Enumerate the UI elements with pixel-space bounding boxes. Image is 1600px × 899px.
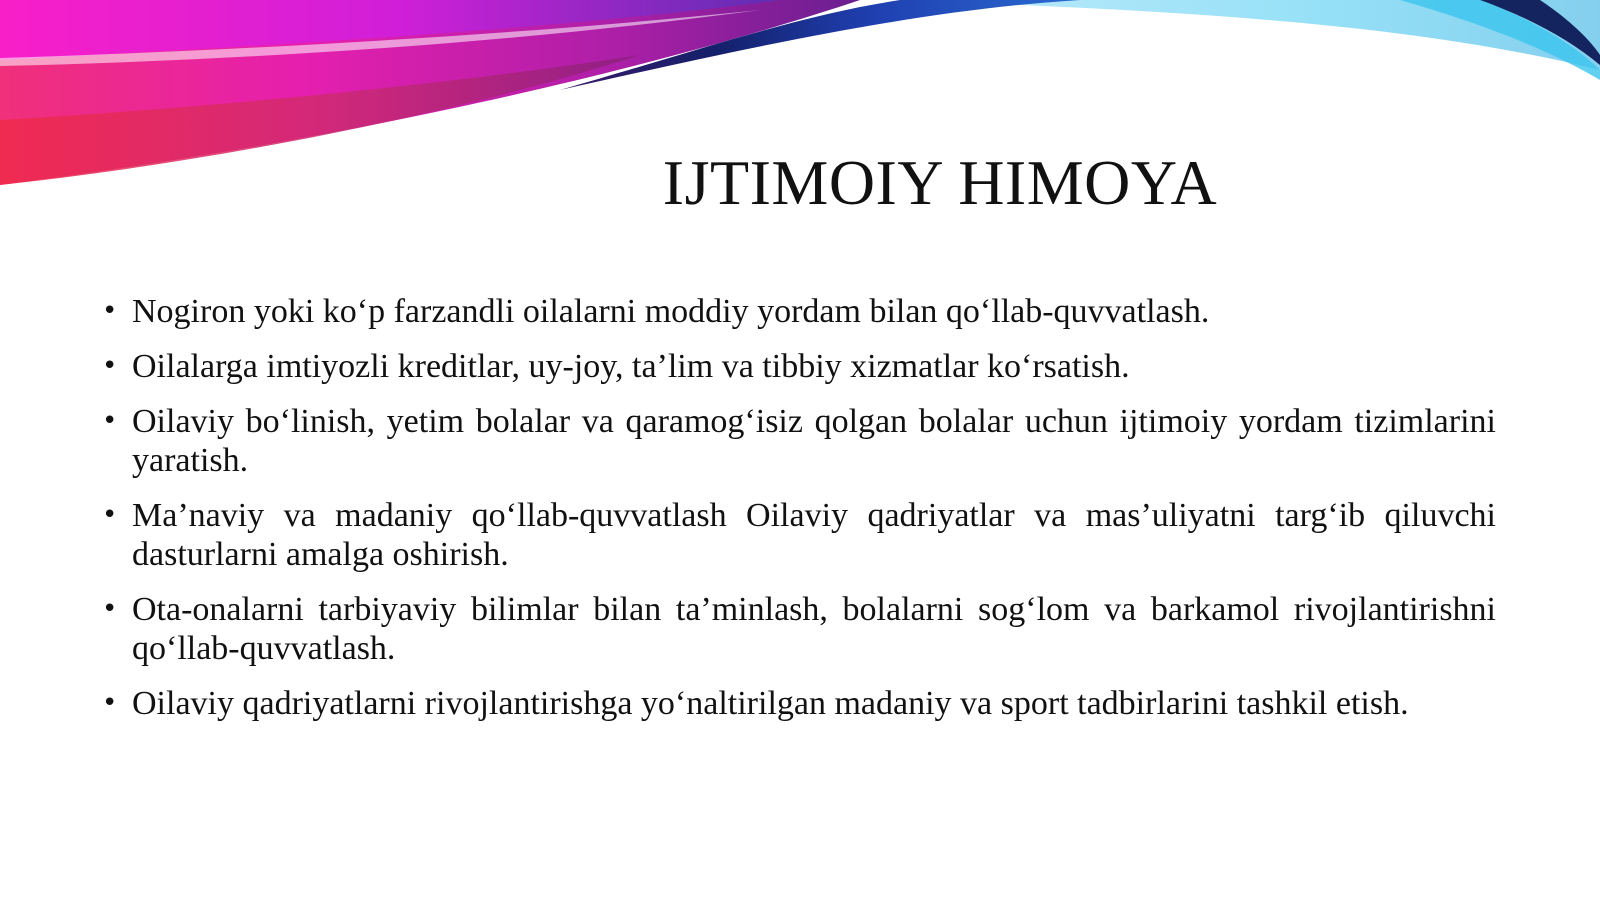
list-item-text: Oilaviy boʻlinish, yetim bolalar va qaramogʻisiz qolgan bolalar uchun ijtimoiy yordam tizimlarini yaratish. [132, 403, 1496, 479]
list-item-text: Ma’naviy va madaniy qoʻllab-quvvatlash Oilaviy qadriyatlar va mas’uliyatni targʻib qiluvchi dasturlarni amalga oshirish. [132, 497, 1496, 573]
bullet-icon: • [102, 688, 118, 718]
list-item [96, 590, 1496, 668]
list-item [96, 292, 1496, 331]
bullet-icon: • [102, 500, 118, 530]
bullet-icon: • [102, 406, 118, 436]
bullet-icon: • [102, 594, 118, 624]
list-item-text: Nogiron yoki koʻp farzandli oilalarni moddiy yordam bilan qoʻllab-quvvatlash. [132, 293, 1210, 330]
slide-title: IJTIMOIY HIMOYA [662, 147, 1218, 218]
list-item [96, 347, 1496, 386]
list-item-text: Oilaviy qadriyatlarni rivojlantirishga yoʻnaltirilgan madaniy va sport tadbirlarini tashkil etish. [132, 685, 1409, 722]
bullet-icon: • [102, 296, 118, 326]
list-item [96, 402, 1496, 480]
list-item-text: Ota-onalarni tarbiyaviy bilimlar bilan ta’minlash, bolalarni sogʻlom va barkamol rivojlantirishni qoʻllab-quvvatlash. [132, 591, 1496, 667]
bullet-list [96, 292, 1496, 739]
bullet-icon: • [102, 351, 118, 381]
list-item [96, 496, 1496, 574]
list-item [96, 684, 1496, 723]
list-item-text: Oilalarga imtiyozli kreditlar, uy-joy, ta’lim va tibbiy xizmatlar koʻrsatish. [132, 348, 1130, 385]
